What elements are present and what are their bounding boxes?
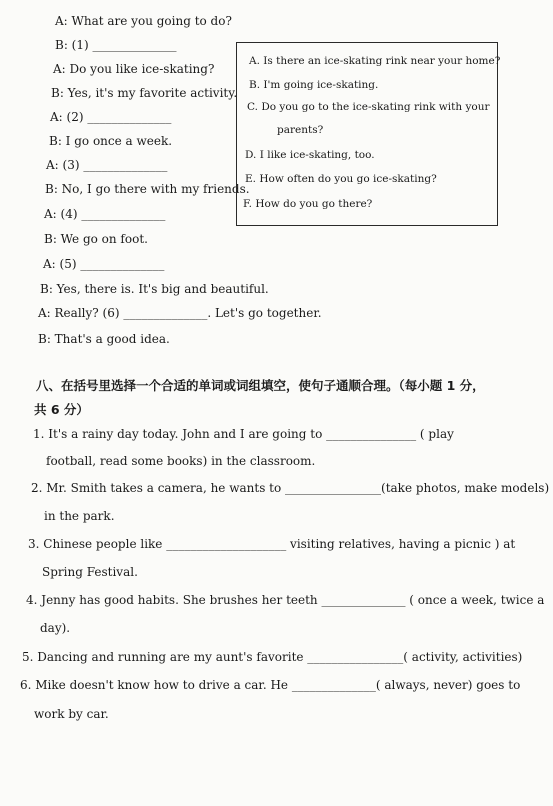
question-1-cont: football, read some books) in the classroom. <box>46 454 316 468</box>
option-c: C. Do you go to the ice-skating rink with your <box>247 101 490 113</box>
dialogue-line: B: (1) ______________ <box>55 38 177 52</box>
dialogue-line: B: I go once a week. <box>49 134 173 148</box>
dialogue-line: A: Really? (6) ______________. Let's go together. <box>38 306 322 320</box>
option-d: D. I like ice-skating, too. <box>245 149 375 161</box>
options-box <box>236 42 501 226</box>
dialogue-line: B: No, I go there with my friends. <box>45 182 250 196</box>
question-2: 2. Mr. Smith takes a camera, he wants to ________________(take photos, make models) <box>31 481 550 495</box>
question-6: 6. Mike doesn't know how to drive a car. He ______________( always, never) goes to <box>20 678 521 692</box>
dialogue-line: A: (5) ______________ <box>43 257 165 271</box>
dialogue-line: A: What are you going to do? <box>55 14 232 28</box>
question-4-cont: day). <box>40 621 71 635</box>
question-6-cont: work by car. <box>34 707 109 721</box>
dialogue-line: B: We go on foot. <box>44 232 148 246</box>
option-b: B. I'm going ice-skating. <box>249 79 379 91</box>
dialogue-line: A: (3) ______________ <box>46 158 168 172</box>
dialogue-line: B: Yes, it's my favorite activity. <box>51 86 238 100</box>
question-5: 5. Dancing and running are my aunt's favorite ________________( activity, activities) <box>22 650 523 664</box>
question-3: 3. Chinese people like ____________________ visiting relatives, having a picnic ) at <box>28 537 516 551</box>
question-3-cont: Spring Festival. <box>42 565 138 579</box>
dialogue-line: A: (4) ______________ <box>44 207 166 221</box>
section-heading-cont: 共 6 分） <box>34 402 89 417</box>
question-4: 4. Jenny has good habits. She brushes her teeth ______________ ( once a week, twice a <box>26 593 545 607</box>
dialogue-line: A: Do you like ice-skating? <box>53 62 215 76</box>
option-e: E. How often do you go ice-skating? <box>245 173 437 185</box>
question-2-cont: in the park. <box>44 509 115 523</box>
option-a: A. Is there an ice-skating rink near your home? <box>249 55 501 67</box>
question-1: 1. It's a rainy day today. John and I are going to _______________ ( play <box>33 427 454 441</box>
option-f: F. How do you go there? <box>243 198 373 210</box>
dialogue-line: B: That's a good idea. <box>38 332 170 346</box>
option-c-cont: parents? <box>277 124 324 136</box>
dialogue-line: A: (2) ______________ <box>50 110 172 124</box>
dialogue-line: B: Yes, there is. It's big and beautiful. <box>40 282 269 296</box>
section-heading: 八、在括号里选择一个合适的单词或词组填空，使句子通顺合理。（每小题 1 分， <box>36 378 485 393</box>
